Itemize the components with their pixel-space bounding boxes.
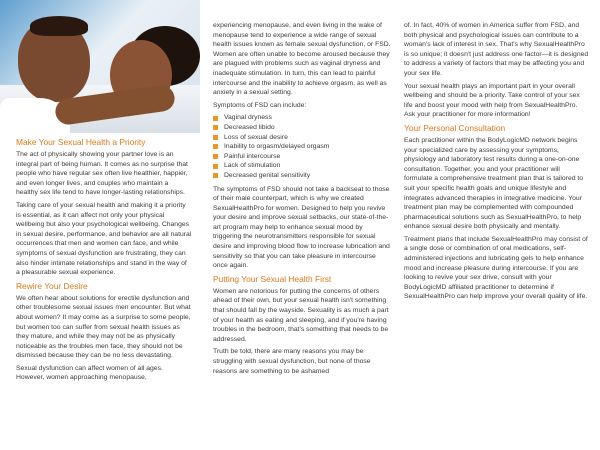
bullet-icon [213, 116, 218, 121]
paragraph: Sexual dysfunction can affect women of all ages. However, women approaching menopause, [16, 364, 163, 382]
list-item: Loss of sexual desire [213, 133, 391, 143]
heading-make-priority: Make Your Sexual Health a Priority [16, 137, 146, 147]
list-item: Vaginal dryness [213, 113, 391, 123]
paragraph: of. In fact, 40% of women in America suffer from FSD, and both physical and psychological issues can contribute to a woman's lack of interest in sex. That's why SexualHealthPro is so unique; it doesn't just address one factor—it is designed to address a variety of factors that may be affecting you and your sex life. [404, 22, 589, 77]
bullet-icon [213, 173, 218, 178]
paragraph: Your sexual health plays an important part in your overall wellbeing and should be a priority. Take control of your sex life and boost your mood with help from SexualHealthPro. Ask your practitioner for more information! [404, 82, 580, 119]
paragraph: The symptoms of FSD should not take a backseat to those of their male counterpart, which is why we created SexualHealthPro for women. Designed to help you revive your desire and improve sexual setbacks, our state-of-the-art program may help to enhance sexual mood by triggering the neurotransmitters responsible for sexual desire and improving blood flow to increase lubrication and sensitivity so that you can take pleasure in intercourse once again. [213, 185, 390, 270]
paragraph: Taking care of your sexual health and making it a priority is essential, as it can affect not only your physical wellbeing but also your psychological wellbeing. Changes in sexual desire, performance, and behavior are all natural occurrences that men and women can face, and while symptoms of sexual dysfunction are frustrating, they can also hinder intimate relationships and stand in the way of a pleasurable sexual experience. [16, 201, 192, 277]
bullet-icon [213, 144, 218, 149]
heading-personal-consultation: Your Personal Consultation [404, 122, 506, 133]
paragraph: The act of physically showing your partner love is an integral part of being human. It comes as no surprise that people who have regular sex often live healthier, happier, and even longer lives, and couples who maintain a healthy sex life tend to have longer-lasting relationships. [16, 151, 188, 197]
list-item: Inability to orgasm/delayed orgasm [213, 142, 391, 152]
paragraph: Treatment plans that include SexualHealthPro may consist of a single dose or combination of oral medications, self-administered injections and lubricating gels to help enhance mood and increase pleasure during intercourse. If you are looking to revive your sex drive, consult with your BodyLogicMD affiliated practitioner to determine if SexualHealthPro can help improve your overall quality of life. [404, 235, 588, 301]
column-left [0, 0, 200, 383]
paragraph: Women are notorious for putting the concerns of others ahead of their own, but your sexual health isn't something that should fall by the wayside. Sexuality is as much a part of your health as eating and sleeping, and if you're having troubles in the bedroom, that's something that needs to be addressed. [213, 287, 389, 343]
paragraph: experiencing menopause, and even living in the wake of menopause tend to experience a wide range of sexual health issues known as female sexual dysfunction, or FSD. Women are often unable to become aroused because they are plagued with problems such as vaginal dryness and inadequate stimulation. In turn, this can lead to painful intercourse and the inability to achieve orgasm, as well as anxiety in a sexual setting. [213, 22, 391, 97]
bullet-icon [213, 164, 218, 169]
column-middle [213, 0, 391, 376]
column-right [404, 0, 590, 302]
list-item: Decreased genital sensitivity [213, 171, 391, 181]
heading-rewire-desire: Rewire Your Desire [16, 280, 88, 291]
couple-photo [0, 0, 200, 133]
bullet-icon [213, 154, 218, 159]
symptoms-intro: Symptoms of FSD can include: [213, 101, 307, 109]
list-item: Painful intercourse [213, 152, 391, 162]
paragraph: Each practitioner within the BodyLogicMD network begins your specialized care by assessing your symptoms, physiology and laboratory test results during a one-on-one consultation. Together, you and your practitioner will formulate a comprehensive treatment plan that is tailored to suit your specific health goals and unique lifestyle and integrates advanced therapies in integrative medicine. Your treatment plan may be complemented with compounded pharmaceutical solutions such as SexualHealthPro, to help enhance sexual desire both physically and mentally. [404, 136, 584, 231]
symptoms-list [213, 113, 391, 180]
paragraph: We often hear about solutions for erectile dysfunction and other troublesome sexual issues men encounter. But what about women? It may come as a surprise to some people, but women too can suffer from sexual health issues as they mature, and while they may not be as physically noticeable as the troubles men face, they should not be dismissed because they can be no less devastating. [16, 294, 191, 360]
list-item: Lack of stimulation [213, 161, 391, 171]
bullet-icon [213, 125, 218, 130]
bullet-icon [213, 135, 218, 140]
heading-sexual-health-first: Putting Your Sexual Health First [213, 273, 332, 284]
paragraph: Truth be told, there are many reasons you may be struggling with sexual dysfunction, but none of those reasons are something to be ashamed [213, 348, 371, 375]
list-item: Decreased libido [213, 123, 391, 133]
